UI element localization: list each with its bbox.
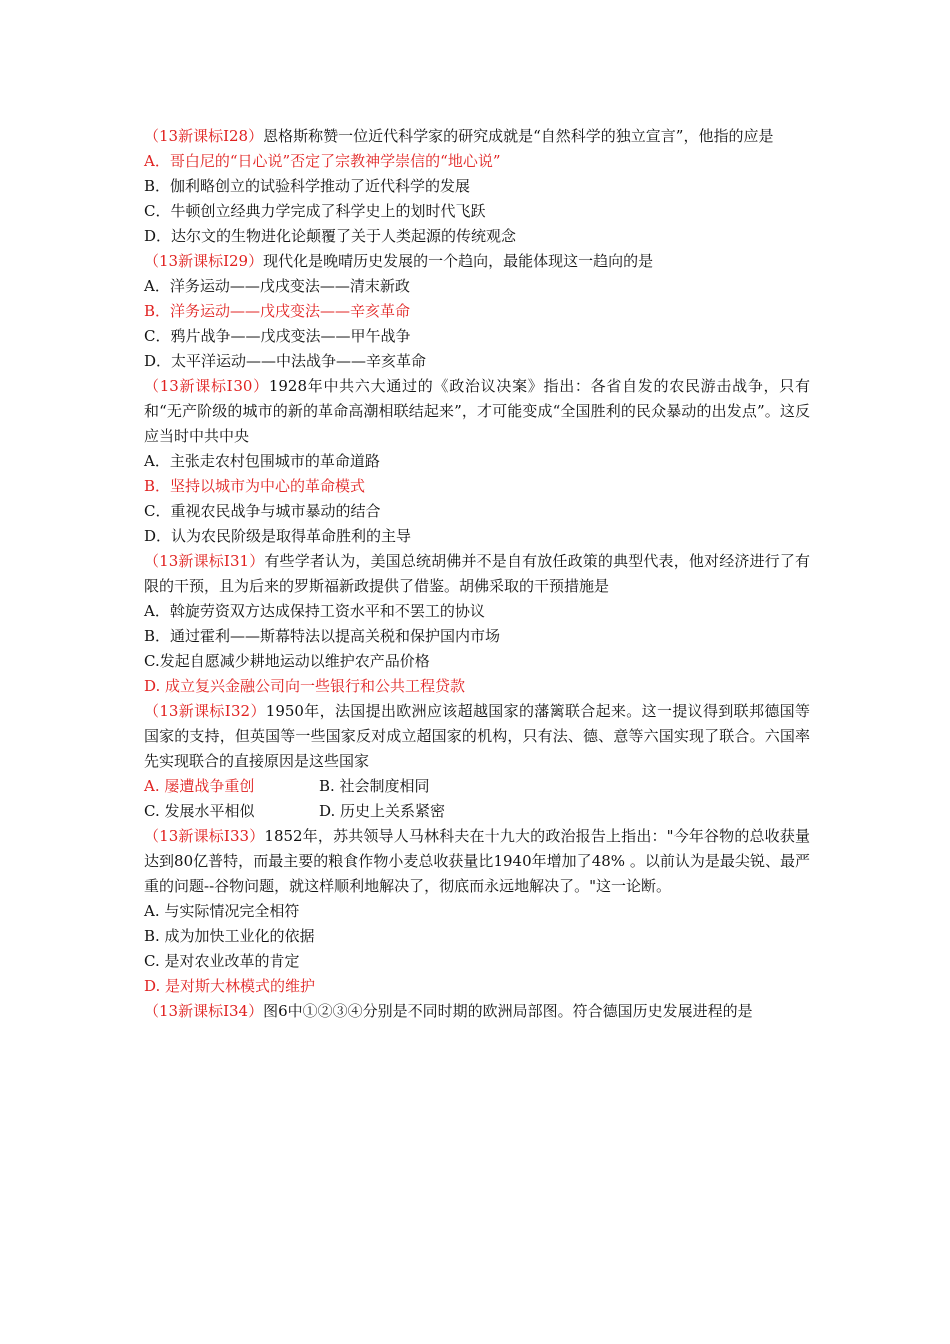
- question-stem: 1852年，苏共领导人马林科夫在十九大的政治报告上指出："今年谷物的总收获量达到80亿普特，而最主要的粮食作物小麦总收获量比1940年增加了48% 。以前认为是最尖锐、最严重的问题--谷物问题，就这样顺利地解决了，彻底而永远地解决了。"这一论断。: [144, 827, 810, 895]
- question-tag: （13新课标Ⅰ28）: [144, 127, 264, 145]
- question-stem: 恩格斯称赞一位近代科学家的研究成就是“自然科学的独立宣言”，他指的应是: [263, 127, 774, 145]
- option-d: D．达尔文的生物进化论颠覆了关于人类起源的传统观念: [144, 227, 517, 245]
- option-row-ab: [144, 774, 810, 799]
- question-tag: （13新课标Ⅰ31）: [144, 552, 265, 570]
- option-b: B．通过霍利——斯幕特法以提高关税和保护国内市场: [144, 627, 501, 645]
- option-d: D. 历史上关系紧密: [319, 802, 446, 820]
- question-tag: （13新课标Ⅰ29）: [144, 252, 264, 270]
- option-c: C. 发展水平相似: [144, 802, 255, 820]
- option-c: C．牛顿创立经典力学完成了科学史上的划时代飞跃: [144, 202, 486, 220]
- question-31: [144, 549, 810, 599]
- option-a-answer: A. 屡遭战争重创: [144, 777, 255, 795]
- question-30: [144, 374, 810, 449]
- option-d-answer: D. 成立复兴金融公司向一些银行和公共工程贷款: [144, 677, 466, 695]
- question-tag: （13新课标Ⅰ33）: [144, 827, 265, 845]
- question-stem: 有些学者认为，美国总统胡佛并不是自有放任政策的典型代表，他对经济进行了有限的干预，且为后来的罗斯福新政提供了借鉴。胡佛采取的干预措施是: [144, 552, 810, 595]
- option-c: C．鸦片战争——戊戌变法——甲午战争: [144, 327, 411, 345]
- option-b-answer: B．坚持以城市为中心的革命模式: [144, 477, 366, 495]
- question-tag: （13新课标Ⅰ34）: [144, 1002, 264, 1020]
- question-stem: 图6中①②③④分别是不同时期的欧洲局部图。符合德国历史发展进程的是: [263, 1002, 753, 1020]
- option-b: B. 成为加快工业化的依据: [144, 927, 315, 945]
- option-b-answer: B．洋务运动——戊戌变法——辛亥革命: [144, 302, 411, 320]
- question-33: [144, 824, 810, 899]
- option-a: A. 与实际情况完全相符: [144, 902, 300, 920]
- question-stem: 1950年，法国提出欧洲应该超越国家的藩篱联合起来。这一提议得到联邦德国等国家的支持，但英国等一些国家反对成立超国家的机构，只有法、德、意等六国实现了联合。六国率先实现联合的直接原因是这些国家: [144, 702, 810, 770]
- option-row-cd: [144, 799, 810, 824]
- option-d: D．认为农民阶级是取得革命胜利的主导: [144, 527, 412, 545]
- option-d-answer: D. 是对斯大林模式的维护: [144, 977, 316, 995]
- option-d: D．太平洋运动——中法战争——辛亥革命: [144, 352, 427, 370]
- option-a: A．洋务运动——戊戌变法——清末新政: [144, 277, 410, 295]
- question-stem: 现代化是晚晴历史发展的一个趋向，最能体现这一趋向的是: [263, 252, 654, 270]
- question-stem: 1928年中共六大通过的《政治议决案》指出：各省自发的农民游击战争，只有和“无产阶级的城市的新的革命高潮相联结起来”，才可能变成“全国胜利的民众暴动的出发点”。这反应当时中共中央: [144, 377, 810, 445]
- option-c: C.发起自愿减少耕地运动以维护农产品价格: [144, 652, 430, 670]
- question-32: [144, 699, 810, 774]
- option-c: C．重视农民战争与城市暴动的结合: [144, 502, 381, 520]
- question-tag: （13新课标Ⅰ30）: [144, 377, 269, 395]
- document-body: [144, 124, 810, 1024]
- question-34: [144, 999, 810, 1024]
- option-a: A．斡旋劳资双方达成保持工资水平和不罢工的协议: [144, 602, 485, 620]
- question-tag: （13新课标Ⅰ32）: [144, 702, 266, 720]
- option-a: A．主张走农村包围城市的革命道路: [144, 452, 380, 470]
- option-a-answer: A．哥白尼的“日心说”否定了宗教神学崇信的“地心说”: [144, 152, 501, 170]
- option-b: B. 社会制度相同: [319, 777, 430, 795]
- option-b: B．伽利略创立的试验科学推动了近代科学的发展: [144, 177, 471, 195]
- question-28: [144, 124, 810, 149]
- question-29: [144, 249, 810, 274]
- option-c: C. 是对农业改革的肯定: [144, 952, 300, 970]
